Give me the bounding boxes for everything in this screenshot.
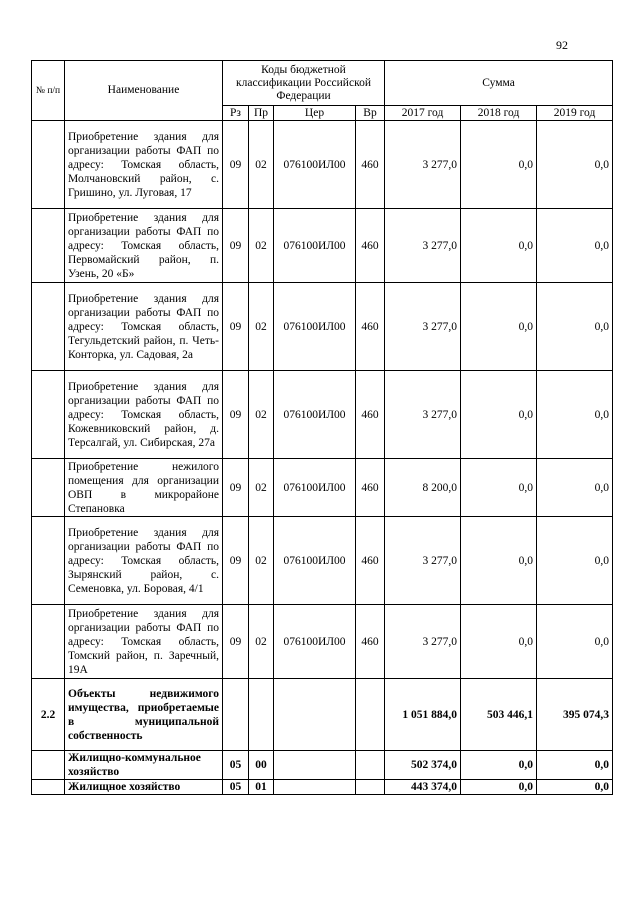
row-num (32, 209, 65, 283)
row-num (32, 751, 65, 780)
row-cer: 076100ИЛ00 (274, 209, 356, 283)
row-2018: 0,0 (461, 605, 537, 679)
row-cer: 076100ИЛ00 (274, 459, 356, 517)
row-2017: 3 277,0 (385, 517, 461, 605)
row-pr: 02 (249, 371, 274, 459)
page-number: 92 (556, 38, 568, 52)
row-2018: 0,0 (461, 121, 537, 209)
row-2018: 0,0 (461, 459, 537, 517)
row-rz: 09 (223, 605, 249, 679)
row-name: Жилищно-коммунальное хозяйство (65, 751, 223, 780)
row-num (32, 121, 65, 209)
row-vr (356, 751, 385, 780)
row-name: Жилищное хозяйство (65, 780, 223, 795)
row-name: Приобретение нежилого помещения для организации ОВП в микрорайоне Степановка (65, 459, 223, 517)
row-pr: 02 (249, 283, 274, 371)
row-vr: 460 (356, 459, 385, 517)
row-pr (249, 679, 274, 751)
row-2017: 3 277,0 (385, 605, 461, 679)
row-2019: 0,0 (537, 517, 613, 605)
table-row (32, 679, 613, 751)
row-rz: 09 (223, 517, 249, 605)
header-num: № п/п (32, 61, 65, 121)
header-vr: Вр (356, 106, 385, 121)
header-codes: Коды бюджетной классификации Российской Федерации (223, 61, 385, 106)
row-num (32, 283, 65, 371)
row-2017: 3 277,0 (385, 283, 461, 371)
row-2018: 0,0 (461, 283, 537, 371)
row-rz: 09 (223, 283, 249, 371)
row-2018: 0,0 (461, 780, 537, 795)
row-2018: 0,0 (461, 517, 537, 605)
row-2018: 0,0 (461, 371, 537, 459)
budget-table (31, 60, 613, 795)
header-2017: 2017 год (385, 106, 461, 121)
table-row (32, 459, 613, 517)
table-row (32, 283, 613, 371)
row-vr (356, 679, 385, 751)
row-2018: 0,0 (461, 751, 537, 780)
table-body (32, 121, 613, 795)
row-2019: 0,0 (537, 459, 613, 517)
table-row (32, 517, 613, 605)
row-cer: 076100ИЛ00 (274, 371, 356, 459)
row-num (32, 459, 65, 517)
row-2017: 1 051 884,0 (385, 679, 461, 751)
row-2017: 502 374,0 (385, 751, 461, 780)
row-pr: 02 (249, 517, 274, 605)
row-rz: 09 (223, 121, 249, 209)
row-rz: 05 (223, 751, 249, 780)
row-2017: 3 277,0 (385, 371, 461, 459)
row-rz: 09 (223, 209, 249, 283)
row-num (32, 780, 65, 795)
row-pr: 02 (249, 121, 274, 209)
row-vr: 460 (356, 371, 385, 459)
row-pr: 00 (249, 751, 274, 780)
row-num (32, 371, 65, 459)
table-row (32, 780, 613, 795)
row-pr: 02 (249, 605, 274, 679)
row-2019: 0,0 (537, 283, 613, 371)
row-cer (274, 751, 356, 780)
row-2019: 0,0 (537, 605, 613, 679)
header-sum: Сумма (385, 61, 613, 106)
row-vr: 460 (356, 209, 385, 283)
table-row (32, 751, 613, 780)
header-row (32, 61, 613, 106)
row-cer (274, 679, 356, 751)
header-cer: Цер (274, 106, 356, 121)
table-row (32, 371, 613, 459)
row-cer: 076100ИЛ00 (274, 283, 356, 371)
row-2019: 0,0 (537, 751, 613, 780)
row-name: Приобретение здания для организации работы ФАП по адресу: Томская область, Тегульдетский район, п. Четь-Конторка, ул. Садовая, 2а (65, 283, 223, 371)
header-rz: Рз (223, 106, 249, 121)
row-cer: 076100ИЛ00 (274, 121, 356, 209)
header-name: Наименование (65, 61, 223, 121)
row-rz (223, 679, 249, 751)
row-vr: 460 (356, 283, 385, 371)
row-cer: 076100ИЛ00 (274, 517, 356, 605)
row-num (32, 605, 65, 679)
row-vr: 460 (356, 121, 385, 209)
row-name: Объекты недвижимого имущества, приобретаемые в муниципальной собственность (65, 679, 223, 751)
header-2018: 2018 год (461, 106, 537, 121)
row-pr: 02 (249, 459, 274, 517)
row-vr (356, 780, 385, 795)
table-row (32, 605, 613, 679)
row-num (32, 517, 65, 605)
header-pr: Пр (249, 106, 274, 121)
row-2019: 0,0 (537, 371, 613, 459)
header-2019: 2019 год (537, 106, 613, 121)
row-2017: 3 277,0 (385, 121, 461, 209)
row-2017: 8 200,0 (385, 459, 461, 517)
row-cer (274, 780, 356, 795)
row-rz: 09 (223, 459, 249, 517)
row-rz: 05 (223, 780, 249, 795)
row-2019: 395 074,3 (537, 679, 613, 751)
row-name: Приобретение здания для организации работы ФАП по адресу: Томская область, Молчановский район, с. Гришино, ул. Луговая, 17 (65, 121, 223, 209)
row-num: 2.2 (32, 679, 65, 751)
row-pr: 01 (249, 780, 274, 795)
row-cer: 076100ИЛ00 (274, 605, 356, 679)
row-name: Приобретение здания для организации работы ФАП по адресу: Томская область, Томский район, п. Заречный, 19А (65, 605, 223, 679)
row-2017: 3 277,0 (385, 209, 461, 283)
row-name: Приобретение здания для организации работы ФАП по адресу: Томская область, Первомайский район, п. Узень, 20 «Б» (65, 209, 223, 283)
row-2019: 0,0 (537, 209, 613, 283)
table-row (32, 209, 613, 283)
row-2019: 0,0 (537, 780, 613, 795)
row-vr: 460 (356, 605, 385, 679)
row-vr: 460 (356, 517, 385, 605)
table-row (32, 121, 613, 209)
row-2017: 443 374,0 (385, 780, 461, 795)
row-name: Приобретение здания для организации работы ФАП по адресу: Томская область, Кожевниковский район, д. Терсалгай, ул. Сибирская, 27а (65, 371, 223, 459)
row-rz: 09 (223, 371, 249, 459)
row-2018: 503 446,1 (461, 679, 537, 751)
row-pr: 02 (249, 209, 274, 283)
row-2019: 0,0 (537, 121, 613, 209)
row-name: Приобретение здания для организации работы ФАП по адресу: Томская область, Зырянский район, с. Семеновка, ул. Боровая, 4/1 (65, 517, 223, 605)
row-2018: 0,0 (461, 209, 537, 283)
